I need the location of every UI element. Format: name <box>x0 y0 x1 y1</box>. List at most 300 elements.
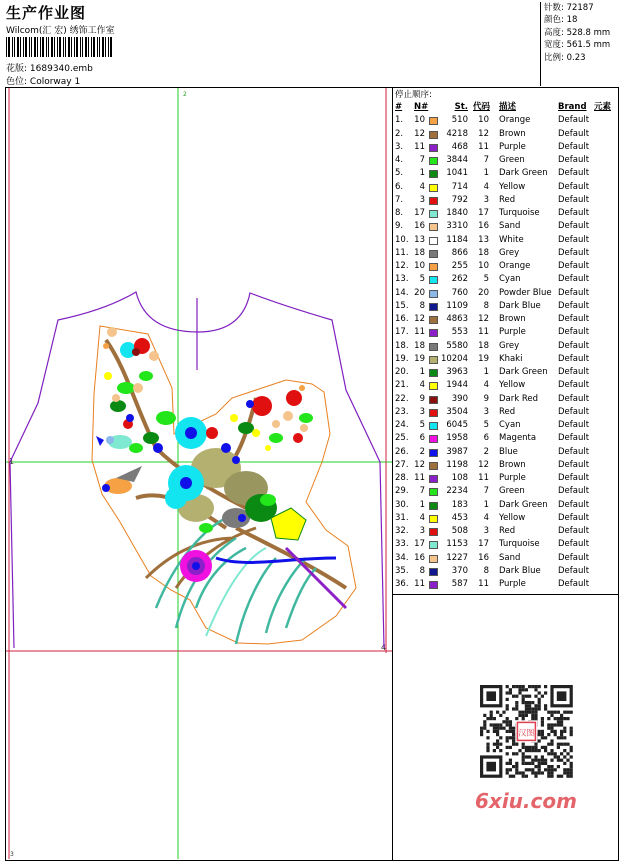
table-header <box>394 101 618 114</box>
row-needle: 18 <box>414 247 425 258</box>
row-stitches: 1227 <box>446 552 468 563</box>
row-code: 17 <box>478 208 489 218</box>
row-brand: Default <box>558 300 590 311</box>
color-swatch <box>429 237 438 245</box>
row-code: 11 <box>478 141 489 152</box>
col-index: # <box>395 102 403 112</box>
color-swatch <box>429 303 438 311</box>
row-code: 13 <box>478 234 489 245</box>
color-swatch <box>429 197 438 205</box>
row-needle: 4 <box>419 512 425 523</box>
row-needle: 6 <box>419 433 425 444</box>
colorway-line <box>6 74 80 87</box>
color-swatch <box>429 382 438 390</box>
row-brand: Default <box>558 512 590 523</box>
row-description: Orange <box>499 115 531 126</box>
row-index: 14. <box>395 287 409 298</box>
row-index: 6. <box>395 181 404 192</box>
row-description: Purple <box>499 327 526 338</box>
row-needle: 2 <box>419 446 425 457</box>
color-swatch <box>429 515 438 523</box>
row-stitches: 4218 <box>446 128 468 139</box>
row-needle: 3 <box>419 526 425 536</box>
table-row[interactable] <box>394 538 618 551</box>
row-stitches: 10204 <box>440 353 468 364</box>
row-index: 18. <box>395 340 409 351</box>
row-needle: 13 <box>414 234 425 245</box>
row-needle: 8 <box>419 300 425 311</box>
row-needle: 17 <box>414 539 425 550</box>
row-index: 36. <box>395 579 409 589</box>
row-needle: 4 <box>419 380 425 391</box>
table-row[interactable] <box>394 446 618 459</box>
row-brand: Default <box>558 446 590 457</box>
row-needle: 19 <box>414 353 425 364</box>
row-needle: 12 <box>414 128 425 139</box>
color-swatch <box>429 117 438 125</box>
row-index: 19. <box>395 353 409 364</box>
row-stitches: 792 <box>451 194 468 205</box>
color-swatch <box>429 409 438 417</box>
row-stitches: 3963 <box>446 367 468 377</box>
color-swatch <box>429 462 438 470</box>
table-row[interactable] <box>394 273 618 286</box>
row-description: Yellow <box>499 380 526 391</box>
table-row[interactable] <box>394 247 618 260</box>
row-code: 1 <box>483 168 489 179</box>
table-row[interactable] <box>394 419 618 432</box>
row-code: 3 <box>483 526 489 536</box>
row-index: 29. <box>395 486 409 497</box>
stop-sequence-title: 停止顺序: <box>395 90 432 100</box>
row-index: 3. <box>395 141 404 152</box>
row-brand: Default <box>558 353 590 364</box>
row-brand: Default <box>558 526 590 536</box>
row-needle: 12 <box>414 459 425 470</box>
row-code: 11 <box>478 579 489 589</box>
row-description: Khaki <box>499 353 523 364</box>
table-row[interactable] <box>394 234 618 247</box>
row-brand: Default <box>558 181 590 192</box>
row-brand: Default <box>558 287 590 298</box>
table-row[interactable] <box>394 207 618 220</box>
row-needle: 11 <box>414 327 425 338</box>
row-stitches: 1198 <box>446 459 468 470</box>
row-index: 7. <box>395 194 404 205</box>
row-code: 4 <box>483 380 489 391</box>
row-description: Green <box>499 155 525 165</box>
row-description: Turquoise <box>499 539 540 550</box>
barcode-icon <box>6 37 114 57</box>
marker-right: 4 <box>381 643 387 652</box>
design-stats <box>540 2 619 86</box>
table-row[interactable] <box>394 128 618 141</box>
row-code: 10 <box>478 115 489 126</box>
row-description: Red <box>499 526 516 536</box>
color-swatch <box>429 276 438 284</box>
color-swatch <box>429 396 438 404</box>
row-brand: Default <box>558 433 590 444</box>
row-code: 3 <box>483 194 489 205</box>
stat-colors: 颜色: 18 <box>544 15 578 26</box>
row-brand: Default <box>558 194 590 205</box>
row-index: 8. <box>395 208 404 218</box>
color-swatch <box>429 502 438 510</box>
color-swatch <box>429 581 438 589</box>
color-swatch <box>429 316 438 324</box>
row-needle: 11 <box>414 141 425 152</box>
row-code: 1 <box>483 367 489 377</box>
row-code: 4 <box>483 512 489 523</box>
row-stitches: 1958 <box>446 433 468 444</box>
row-brand: Default <box>558 420 590 430</box>
row-needle: 7 <box>419 155 425 165</box>
row-description: Grey <box>499 247 520 258</box>
row-code: 9 <box>483 393 489 404</box>
row-stitches: 866 <box>451 247 468 258</box>
table-row[interactable] <box>394 552 618 565</box>
row-brand: Default <box>558 274 590 285</box>
table-row[interactable] <box>394 167 618 180</box>
row-needle: 17 <box>414 208 425 218</box>
row-needle: 18 <box>414 340 425 351</box>
row-code: 7 <box>483 155 489 165</box>
row-code: 2 <box>483 446 489 457</box>
row-code: 11 <box>478 327 489 338</box>
colorway-label: 色位: <box>6 77 28 87</box>
row-code: 11 <box>478 473 489 483</box>
row-stitches: 262 <box>451 274 468 285</box>
table-row[interactable] <box>394 578 618 591</box>
row-index: 17. <box>395 327 409 338</box>
row-brand: Default <box>558 579 590 589</box>
row-stitches: 1109 <box>446 300 468 311</box>
row-brand: Default <box>558 406 590 417</box>
table-row[interactable] <box>394 379 618 392</box>
row-needle: 16 <box>414 221 425 232</box>
row-brand: Default <box>558 539 590 550</box>
row-index: 23. <box>395 406 409 417</box>
row-brand: Default <box>558 486 590 497</box>
marker-left: 1 <box>9 457 15 466</box>
row-description: Sand <box>499 221 521 232</box>
color-swatch <box>429 223 438 231</box>
row-code: 12 <box>478 314 489 324</box>
row-stitches: 587 <box>451 579 468 589</box>
qr-stamp: 汉图 <box>518 728 535 738</box>
row-brand: Default <box>558 168 590 179</box>
row-brand: Default <box>558 499 590 510</box>
table-row[interactable] <box>394 485 618 498</box>
table-row[interactable] <box>394 287 618 300</box>
table-row[interactable] <box>394 300 618 313</box>
table-row[interactable] <box>394 459 618 472</box>
row-index: 5. <box>395 168 404 179</box>
row-brand: Default <box>558 155 590 165</box>
color-swatch <box>429 488 438 496</box>
row-index: 1. <box>395 115 404 126</box>
row-index: 10. <box>395 234 409 245</box>
row-index: 30. <box>395 499 409 510</box>
table-row[interactable] <box>394 366 618 379</box>
color-swatch <box>429 435 438 443</box>
row-code: 5 <box>483 274 489 285</box>
qr-code-icon <box>470 681 586 783</box>
table-row[interactable] <box>394 406 618 419</box>
row-description: Yellow <box>499 181 526 192</box>
table-row[interactable] <box>394 114 618 127</box>
colorway-value: Colorway 1 <box>29 77 81 87</box>
row-stitches: 183 <box>451 499 468 510</box>
row-brand: Default <box>558 221 590 232</box>
row-brand: Default <box>558 314 590 324</box>
row-code: 6 <box>483 433 489 444</box>
table-row[interactable] <box>394 565 618 578</box>
row-code: 12 <box>478 459 489 470</box>
marker-top: 2 <box>183 91 187 98</box>
table-row[interactable] <box>394 154 618 167</box>
color-swatch <box>429 170 438 178</box>
row-brand: Default <box>558 327 590 338</box>
design-label: 花版: <box>6 64 28 74</box>
row-stitches: 255 <box>451 261 468 271</box>
stat-stitches: 针数: 72187 <box>544 3 594 13</box>
watermark-brand: 6xiu.com <box>475 789 577 813</box>
row-index: 20. <box>395 367 409 377</box>
design-canvas[interactable] <box>6 88 392 859</box>
row-needle: 1 <box>419 499 425 510</box>
row-needle: 5 <box>419 274 425 285</box>
row-code: 18 <box>478 340 489 351</box>
table-row[interactable] <box>394 512 618 525</box>
row-needle: 12 <box>414 314 425 324</box>
row-stitches: 510 <box>451 115 468 126</box>
row-code: 4 <box>483 181 489 192</box>
table-row[interactable] <box>394 326 618 339</box>
row-brand: Default <box>558 141 590 152</box>
row-description: Brown <box>499 459 526 470</box>
row-needle: 16 <box>414 552 425 563</box>
row-index: 24. <box>395 420 409 430</box>
panel-divider <box>392 87 393 860</box>
row-description: Cyan <box>499 274 521 285</box>
table-row[interactable] <box>394 340 618 353</box>
color-swatch <box>429 475 438 483</box>
table-row[interactable] <box>394 181 618 194</box>
row-code: 8 <box>483 300 489 311</box>
row-stitches: 1184 <box>446 234 468 245</box>
color-swatch <box>429 541 438 549</box>
company-name: Wilcom(汇 宏) 绣饰工作室 <box>6 26 115 36</box>
row-stitches: 6045 <box>446 420 468 430</box>
color-swatch <box>429 144 438 152</box>
row-description: Purple <box>499 579 526 589</box>
row-description: Turquoise <box>499 208 540 218</box>
row-stitches: 3504 <box>446 406 468 417</box>
row-code: 5 <box>483 420 489 430</box>
row-stitches: 5580 <box>446 340 468 351</box>
row-needle: 7 <box>419 486 425 497</box>
row-needle: 9 <box>419 393 425 404</box>
row-code: 20 <box>478 287 489 298</box>
row-index: 31. <box>395 512 409 523</box>
row-index: 15. <box>395 300 409 311</box>
row-brand: Default <box>558 380 590 391</box>
row-index: 28. <box>395 473 409 483</box>
row-brand: Default <box>558 552 590 563</box>
row-stitches: 453 <box>451 512 468 523</box>
row-brand: Default <box>558 208 590 218</box>
row-code: 16 <box>478 552 489 563</box>
row-index: 12. <box>395 261 409 271</box>
col-stitches: St. <box>454 102 468 112</box>
color-swatch <box>429 157 438 165</box>
row-code: 7 <box>483 486 489 497</box>
color-swatch <box>429 210 438 218</box>
row-needle: 4 <box>419 181 425 192</box>
col-needle: N# <box>414 102 429 112</box>
row-brand: Default <box>558 473 590 483</box>
row-brand: Default <box>558 128 590 139</box>
color-swatch <box>429 555 438 563</box>
table-row[interactable] <box>394 260 618 273</box>
row-stitches: 3310 <box>446 221 468 232</box>
row-code: 16 <box>478 221 489 232</box>
col-brand: Brand <box>558 102 587 112</box>
row-needle: 10 <box>414 115 425 126</box>
row-stitches: 508 <box>451 526 468 536</box>
row-index: 35. <box>395 565 409 576</box>
row-stitches: 3844 <box>446 155 468 165</box>
row-code: 1 <box>483 499 489 510</box>
row-brand: Default <box>558 261 590 271</box>
row-description: Green <box>499 486 525 497</box>
row-index: 33. <box>395 539 409 550</box>
row-stitches: 1153 <box>446 539 468 550</box>
row-code: 3 <box>483 406 489 417</box>
color-swatch <box>429 184 438 192</box>
row-index: 26. <box>395 446 409 457</box>
row-description: Dark Green <box>499 367 548 377</box>
row-brand: Default <box>558 234 590 245</box>
row-stitches: 1041 <box>446 168 468 179</box>
row-description: Dark Red <box>499 393 539 404</box>
row-index: 13. <box>395 274 409 285</box>
row-stitches: 3987 <box>446 446 468 457</box>
row-stitches: 1840 <box>446 208 468 218</box>
table-bottom-divider <box>392 594 618 595</box>
page-title: 生产作业图 <box>6 4 87 22</box>
table-row[interactable] <box>394 499 618 512</box>
table-row[interactable] <box>394 194 618 207</box>
marker-bottom: 3 <box>10 851 14 858</box>
col-code: 代码 <box>473 102 491 112</box>
row-brand: Default <box>558 115 590 126</box>
row-needle: 3 <box>419 194 425 205</box>
row-description: Grey <box>499 340 520 351</box>
table-row[interactable] <box>394 472 618 485</box>
row-stitches: 553 <box>451 327 468 338</box>
color-swatch <box>429 250 438 258</box>
col-description: 描述 <box>499 102 517 112</box>
design-file-line <box>6 61 93 74</box>
row-index: 9. <box>395 221 404 232</box>
row-needle: 1 <box>419 168 425 179</box>
row-needle: 5 <box>419 420 425 430</box>
row-index: 34. <box>395 552 409 563</box>
row-code: 17 <box>478 539 489 550</box>
row-brand: Default <box>558 367 590 377</box>
row-needle: 11 <box>414 473 425 483</box>
row-code: 12 <box>478 128 489 139</box>
row-description: Powder Blue <box>499 287 552 298</box>
row-stitches: 2234 <box>446 486 468 497</box>
row-stitches: 390 <box>451 393 468 404</box>
row-needle: 3 <box>419 406 425 417</box>
table-row[interactable] <box>394 393 618 406</box>
table-row[interactable] <box>394 313 618 326</box>
table-row[interactable] <box>394 353 618 366</box>
row-description: Magenta <box>499 433 537 444</box>
row-brand: Default <box>558 340 590 351</box>
color-swatch <box>429 356 438 364</box>
stop-sequence-table <box>394 101 618 591</box>
embroidery-artwork <box>96 327 346 644</box>
row-stitches: 4863 <box>446 314 468 324</box>
row-description: Orange <box>499 261 531 271</box>
color-swatch <box>429 131 438 139</box>
row-index: 22. <box>395 393 409 404</box>
row-stitches: 468 <box>451 141 468 152</box>
row-needle: 10 <box>414 261 425 271</box>
row-code: 18 <box>478 247 489 258</box>
row-description: White <box>499 234 524 245</box>
row-stitches: 760 <box>451 287 468 298</box>
color-swatch <box>429 369 438 377</box>
row-index: 25. <box>395 433 409 444</box>
design-value: 1689340.emb <box>29 64 93 74</box>
row-needle: 11 <box>414 579 425 589</box>
table-row[interactable] <box>394 432 618 445</box>
row-index: 27. <box>395 459 409 470</box>
row-code: 19 <box>478 353 489 364</box>
row-brand: Default <box>558 393 590 404</box>
row-brand: Default <box>558 565 590 576</box>
table-row[interactable] <box>394 220 618 233</box>
row-index: 32. <box>395 526 409 536</box>
row-description: Yellow <box>499 512 526 523</box>
color-swatch <box>429 449 438 457</box>
row-description: Brown <box>499 314 526 324</box>
row-index: 16. <box>395 314 409 324</box>
row-description: Dark Blue <box>499 300 541 311</box>
row-needle: 8 <box>419 565 425 576</box>
row-description: Dark Green <box>499 499 548 510</box>
row-code: 10 <box>478 261 489 271</box>
row-description: Dark Blue <box>499 565 541 576</box>
row-brand: Default <box>558 459 590 470</box>
table-row[interactable] <box>394 141 618 154</box>
table-row[interactable] <box>394 525 618 538</box>
row-description: Brown <box>499 128 526 139</box>
row-stitches: 108 <box>451 473 468 483</box>
row-description: Cyan <box>499 420 521 430</box>
color-swatch <box>429 263 438 271</box>
row-needle: 1 <box>419 367 425 377</box>
row-index: 4. <box>395 155 404 165</box>
col-element: 元素 <box>594 102 612 112</box>
color-swatch <box>429 329 438 337</box>
